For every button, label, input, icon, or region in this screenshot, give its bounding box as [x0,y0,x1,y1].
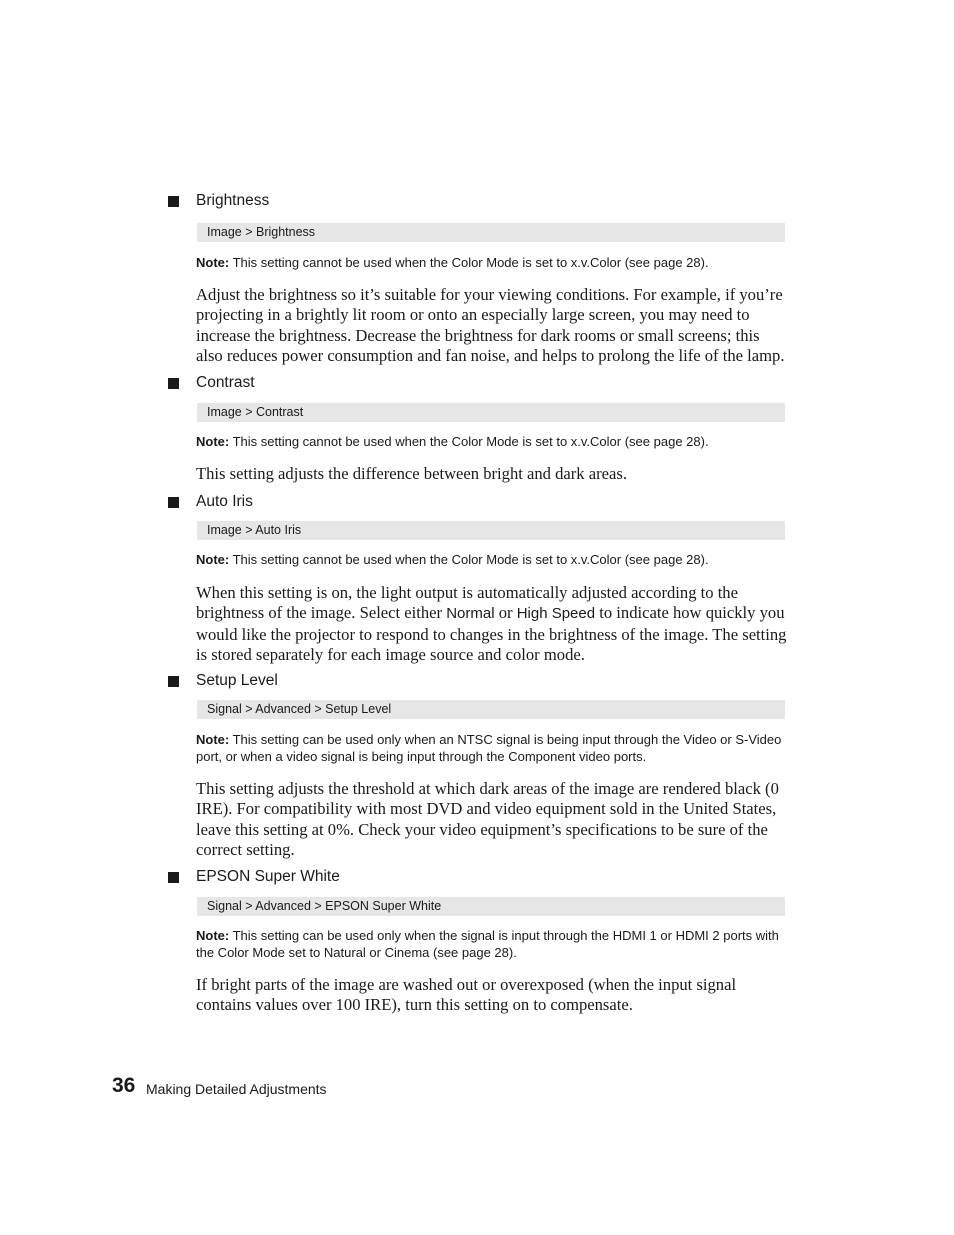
section-heading-contrast: Contrast [196,374,255,391]
option-normal: Normal [446,605,495,623]
note-text: This setting can be used only when an NTSC signal is being input through the Video or S-Video port, or when a video signal is being input through the Component video ports. [196,732,782,764]
note-text: This setting cannot be used when the Color Mode is set to x.v.Color (see page 28). [229,255,709,270]
body-brightness: Adjust the brightness so it’s suitable for your viewing conditions. For example, if you’re projecting in a brightly lit room or onto an especially large screen, you may need to increase the brightness. Decrease the brightness for dark rooms or small screens; this also reduces power consumption and fan noise, and helps to prolong the life of the lamp. [196,285,785,365]
body-epson-super-white: If bright parts of the image are washed out or overexposed (when the input signal contains values over 100 IRE), turn this setting on to compensate. [196,975,737,1015]
note-label: Note: [196,732,230,747]
menu-path-brightness: Image > Brightness [197,223,785,242]
bullet-square-icon [168,497,179,508]
bullet-square-icon [168,872,179,883]
body-text: to indicate how quickly you would like the projector to respond to changes in the brightness of the image. The setting is stored separately for each image source and color mode. [196,603,787,664]
note-label: Note: [196,552,230,567]
note-contrast [196,433,786,450]
option-high-speed: High Speed [516,605,596,623]
section-heading-brightness: Brightness [196,192,270,209]
bullet-square-icon [168,196,179,207]
note-brightness [196,254,786,271]
menu-path-setup-level: Signal > Advanced > Setup Level [197,700,785,719]
section-heading-epson-super-white: EPSON Super White [196,868,340,885]
bullet-square-icon [168,378,179,389]
note-text: This setting can be used only when the signal is input through the HDMI 1 or HDMI 2 ports with the Color Mode set to Natural or Cinema (see page 28). [196,928,779,960]
note-auto-iris [196,551,786,568]
bullet-square-icon [168,676,179,687]
section-heading-auto-iris: Auto Iris [196,493,253,510]
body-text: or [494,603,517,623]
body-text: When this setting is on, the light output is automatically adjusted according to the brightness of the image. Select either [196,583,738,623]
note-label: Note: [196,255,230,270]
page-number: 36 [112,1074,136,1097]
note-setup-level [196,731,786,765]
menu-path-contrast: Image > Contrast [197,403,785,422]
note-text: This setting cannot be used when the Color Mode is set to x.v.Color (see page 28). [229,434,709,449]
note-label: Note: [196,928,230,943]
note-label: Note: [196,434,230,449]
section-heading-setup-level: Setup Level [196,672,278,689]
note-epson-super-white [196,927,786,961]
menu-path-epson-super-white: Signal > Advanced > EPSON Super White [197,897,785,916]
note-text: This setting cannot be used when the Color Mode is set to x.v.Color (see page 28). [229,552,709,567]
body-setup-level: This setting adjusts the threshold at which dark areas of the image are rendered black (0 IRE). For compatibility with most DVD and video equipment sold in the United States, leave this setting at 0%. Check your video equipment’s specifications to be sure of the correct setting. [196,779,779,859]
body-auto-iris [196,583,788,665]
footer-section-title: Making Detailed Adjustments [146,1081,327,1097]
menu-path-auto-iris: Image > Auto Iris [197,521,785,540]
body-contrast: This setting adjusts the difference between bright and dark areas. [196,464,627,483]
